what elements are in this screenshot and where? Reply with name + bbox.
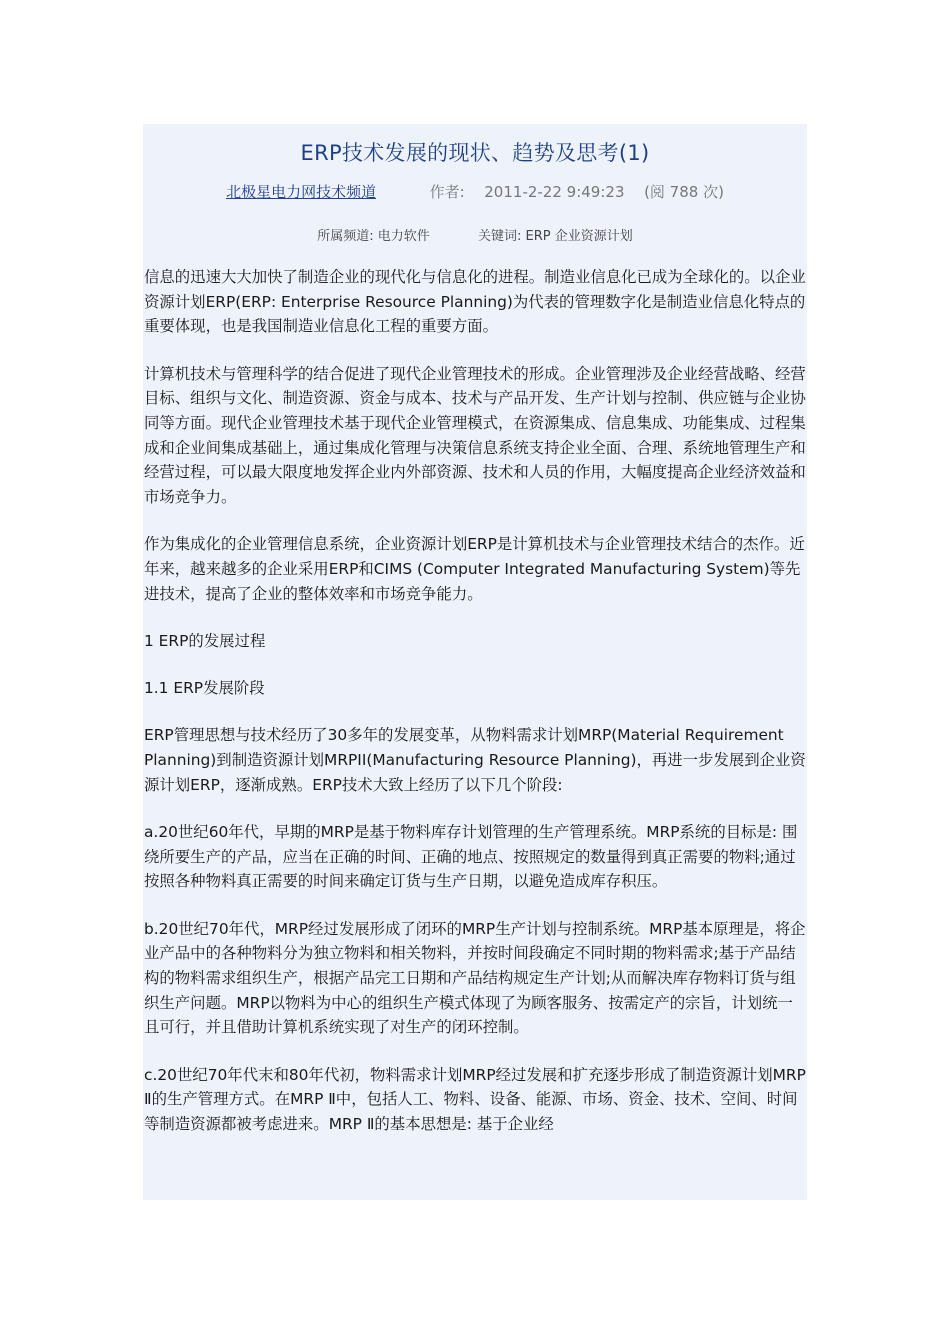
paragraph-intro: 信息的迅速大大加快了制造企业的现代化与信息化的进程。制造业信息化已成为全球化的。以企业资源计划ERP(ERP: Enterprise Resource Planning)为代表的管理数字化是制造业信息化特点的重要体现，也是我国制造业信息化工程的重要方面。 [144,268,806,336]
paragraph-erp-history: ERP管理思想与技术经历了30多年的发展变革，从物料需求计划MRP(Material Requirement Planning)到制造资源计划MRPII(Manufacturing Resource Planning)，再进一步发展到企业资源计划ERP，逐渐成熟。ERP技术大致上经历了以下几个阶段: [144,726,806,794]
paragraph-management-tech: 计算机技术与管理科学的结合促进了现代企业管理技术的形成。企业管理涉及企业经营战略、经营目标、组织与文化、制造资源、资金与成本、技术与产品开发、生产计划与控制、供应链与企业协同等方面。现代企业管理技术基于现代企业管理模式，在资源集成、信息集成、功能集成、过程集成和企业间集成基础上，通过集成化管理与决策信息系统支持企业全面、合理、系统地管理生产和经营过程，可以最大限度地发挥企业内外部资源、技术和人员的作用，大幅度提高企业经济效益和市场竞争力。 [144,364,806,507]
subsection-heading: 1.1 ERP发展阶段 [144,679,265,698]
channel-keywords-row [143,225,807,245]
article-container [143,124,807,1200]
read-count: (阅 788 次) [644,183,724,201]
publish-datetime: 2011-2-22 9:49:23 [484,183,625,201]
paragraph-stage-c: c.20世纪70年代末和80年代初，物料需求计划MRP经过发展和扩充逐步形成了制造资源计划MRP Ⅱ的生产管理方式。在MRP Ⅱ中，包括人工、物料、设备、能源、市场、资金、技术、空间、时间等制造资源都被考虑进来。MRP Ⅱ的基本思想是: 基于企业经 [144,1065,806,1133]
paragraph-erp-system: 作为集成化的企业管理信息系统，企业资源计划ERP是计算机技术与企业管理技术结合的杰作。近年来，越来越多的企业采用ERP和CIMS (Computer Integrated Manufacturing System)等先进技术，提高了企业的整体效率和市场竞争能力。 [144,535,805,603]
article-meta [143,181,807,203]
article-body [143,265,807,1137]
channel-label: 所属频道: 电力软件 [317,229,430,244]
author-label: 作者: [429,183,465,201]
article-title: ERP技术发展的现状、趋势及思考(1) [300,141,650,165]
section-heading: 1 ERP的发展过程 [144,631,266,650]
paragraph-stage-b: b.20世纪70年代，MRP经过发展形成了闭环的MRP生产计划与控制系统。MRP基本原理是，将企业产品中的各种物料分为独立物料和相关物料，并按时间段确定不同时期的物料需求;基于产品结构的物料需求组织生产，根据产品完工日期和产品结构规定生产计划;从而解决库存物料订货与组织生产问题。MRP以物料为中心的组织生产模式体现了为顾客服务、按需定产的宗旨，计划统一且可行，并且借助计算机系统实现了对生产的闭环控制。 [144,919,806,1037]
keywords-label: 关键词: ERP 企业资源计划 [478,229,633,244]
source-channel-link[interactable]: 北极星电力网技术频道 [226,183,377,201]
paragraph-stage-a: a.20世纪60年代，早期的MRP是基于物料库存计划管理的生产管理系统。MRP系统的目标是: 围绕所要生产的产品，应当在正确的时间、正确的地点、按照规定的数量得到真正需要的物料;通过按照各种物料真正需要的时间来确定订货与生产日期，以避免造成库存积压。 [144,822,798,891]
